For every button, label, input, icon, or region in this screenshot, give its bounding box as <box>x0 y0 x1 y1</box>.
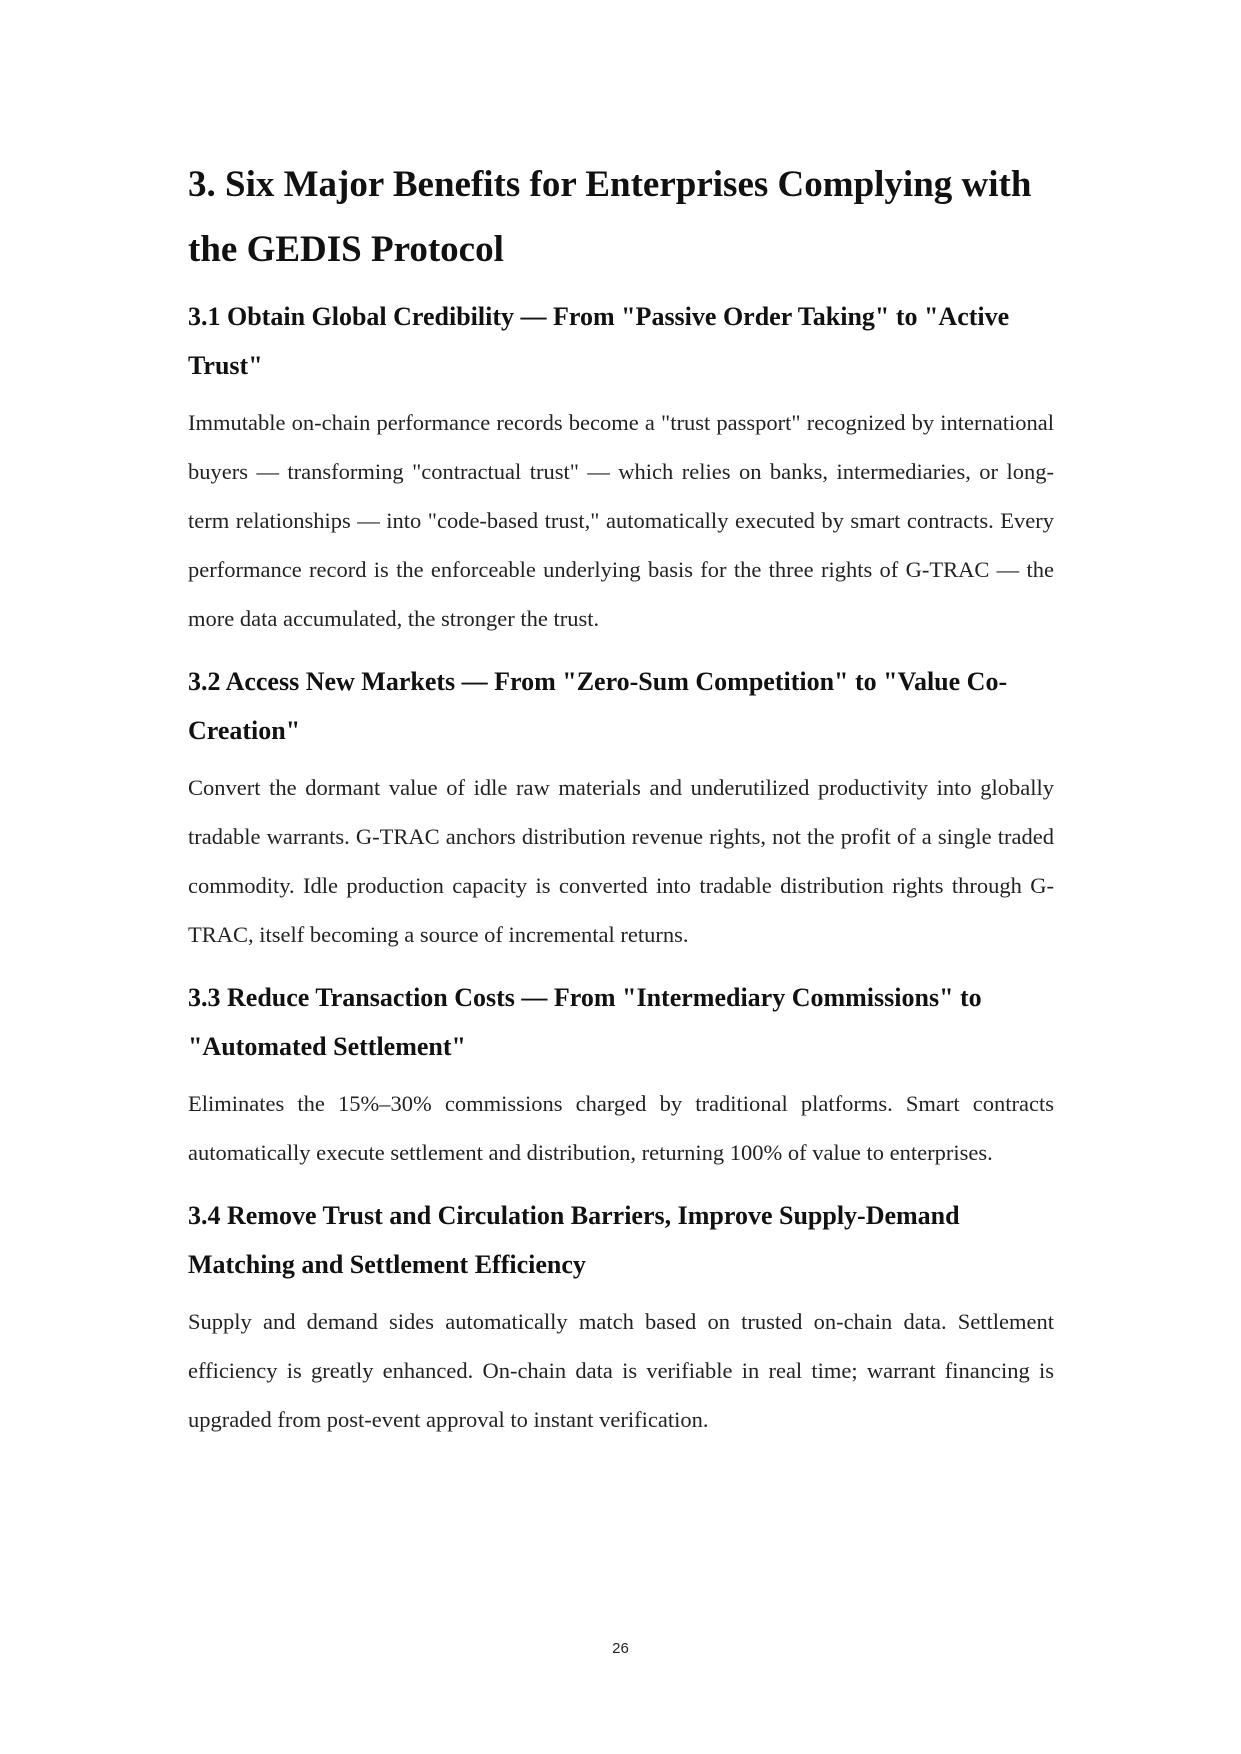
section-3-2 <box>188 657 1054 959</box>
section-3-4 <box>188 1191 1054 1444</box>
page-title: 3. Six Major Benefits for Enterprises Complying with the GEDIS Protocol <box>188 164 1032 270</box>
section-heading: 3.4 Remove Trust and Circulation Barriers, Improve Supply-Demand Matching and Settlement Efficiency <box>188 1201 960 1279</box>
section-paragraph: Supply and demand sides automatically match based on trusted on-chain data. Settlement efficiency is greatly enhanced. On-chain data is verifiable in real time; warrant financing is upgraded from post-event approval to instant verification. <box>188 1309 1054 1432</box>
page-number: 26 <box>612 1640 629 1657</box>
section-heading: 3.2 Access New Markets — From "Zero-Sum Competition" to "Value Co-Creation" <box>188 667 1008 745</box>
section-3-1 <box>188 292 1054 643</box>
document-content <box>188 152 1054 1458</box>
section-paragraph: Immutable on-chain performance records become a "trust passport" recognized by international buyers — transforming "contractual trust" — which relies on banks, intermediaries, or long-term relationships — into "code-based trust," automatically executed by smart contracts. Every performance record is the enforceable underlying basis for the three rights of G-TRAC — the more data accumulated, the stronger the trust. <box>188 410 1054 631</box>
section-heading: 3.1 Obtain Global Credibility — From "Passive Order Taking" to "Active Trust" <box>188 302 1010 380</box>
section-paragraph: Eliminates the 15%–30% commissions charged by traditional platforms. Smart contracts automatically execute settlement and distribution, returning 100% of value to enterprises. <box>188 1091 1054 1165</box>
section-paragraph: Convert the dormant value of idle raw materials and underutilized productivity into globally tradable warrants. G-TRAC anchors distribution revenue rights, not the profit of a single traded commodity. Idle production capacity is converted into tradable distribution rights through G-TRAC, itself becoming a source of incremental returns. <box>188 775 1054 947</box>
section-heading: 3.3 Reduce Transaction Costs — From "Intermediary Commissions" to "Automated Settlement" <box>188 983 982 1061</box>
section-3-3 <box>188 973 1054 1177</box>
